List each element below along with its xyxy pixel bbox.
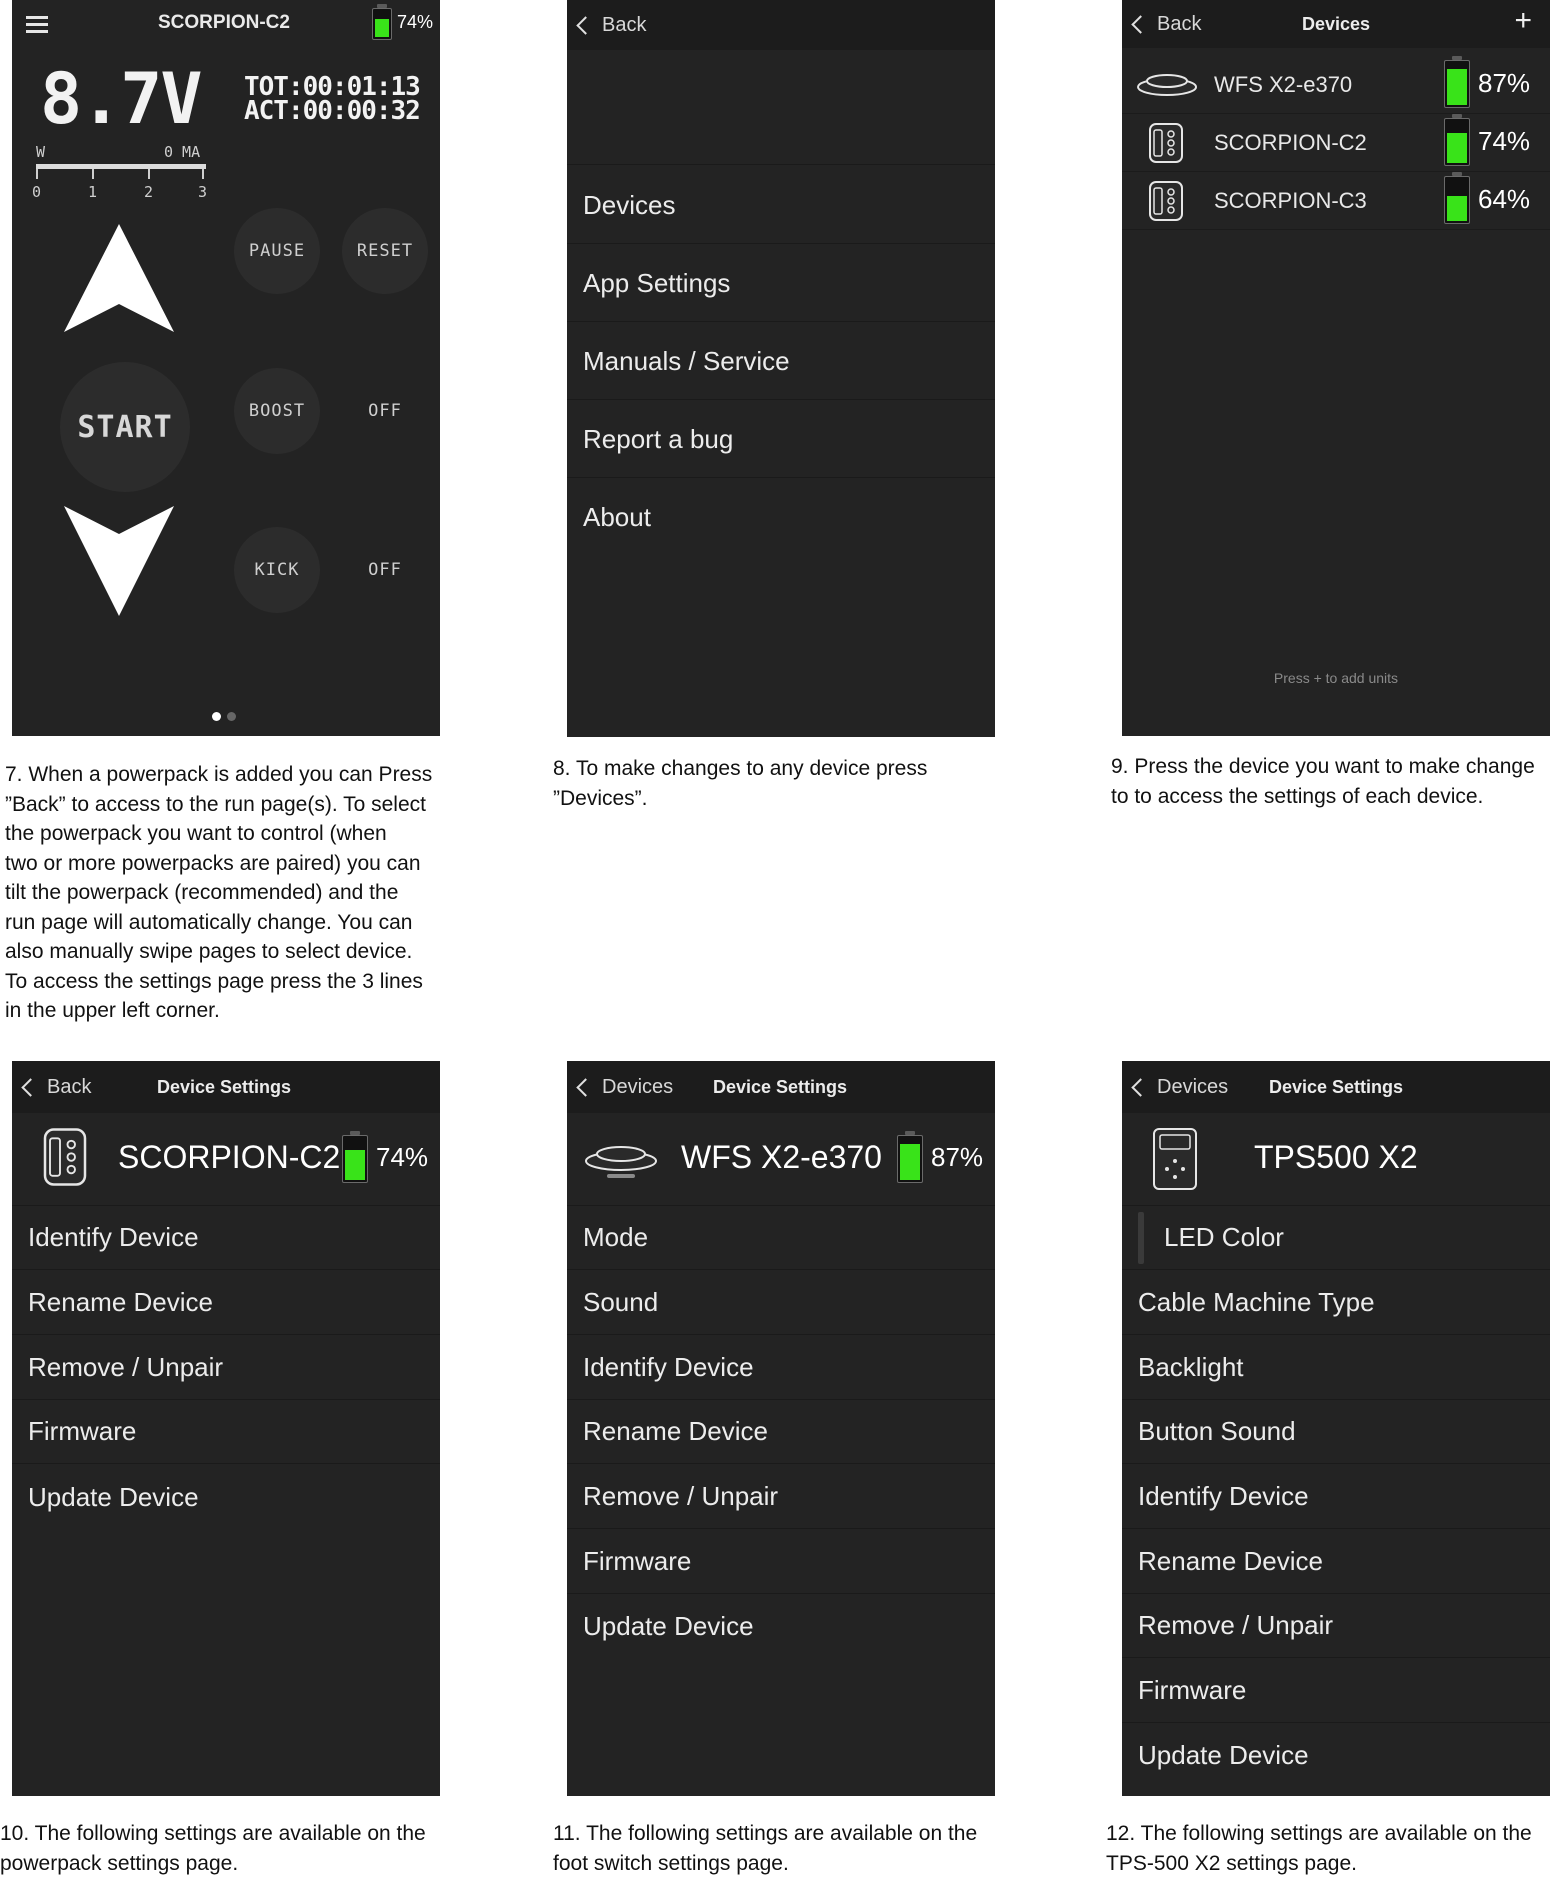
arrow-up-icon[interactable] xyxy=(60,220,178,340)
boost-state: OFF xyxy=(342,368,428,454)
setting-identify-device[interactable] xyxy=(1122,1465,1550,1529)
battery-icon xyxy=(1444,56,1470,108)
setting-label: Button Sound xyxy=(1138,1416,1296,1447)
foot-switch-icon xyxy=(583,1141,659,1179)
caption-step-8 xyxy=(553,754,1003,813)
caption-line: run page will automatically change. You can xyxy=(5,908,455,938)
powerpack-settings-screen xyxy=(12,1061,440,1796)
caption-line: tilt the powerpack (recommended) and the xyxy=(5,878,455,908)
settings-nav-bar xyxy=(1122,1061,1550,1113)
device-row-scorpion-c3[interactable] xyxy=(1122,172,1550,230)
run-page-header xyxy=(12,0,440,50)
page-title: Device Settings xyxy=(713,1061,847,1113)
setting-button-sound[interactable] xyxy=(1122,1400,1550,1464)
back-label: Back xyxy=(602,14,646,37)
page-title: Devices xyxy=(1302,0,1370,48)
page-indicator xyxy=(212,712,242,722)
menu-item-about[interactable] xyxy=(567,479,995,556)
active-time: ACT:00:00:32 xyxy=(244,96,420,126)
menu-item-label: Report a bug xyxy=(583,424,733,455)
hamburger-menu-icon[interactable] xyxy=(26,16,48,32)
back-button[interactable] xyxy=(573,0,646,50)
menu-item-report-bug[interactable] xyxy=(567,401,995,478)
setting-remove-unpair[interactable] xyxy=(12,1336,440,1400)
back-label: Back xyxy=(1157,13,1201,36)
powerpack-icon xyxy=(1146,122,1186,164)
caption-line: 11. The following settings are available on the xyxy=(553,1819,1003,1849)
tps-settings-screen xyxy=(1122,1061,1550,1796)
kick-button[interactable]: KICK xyxy=(234,527,320,613)
tick-label: 1 xyxy=(88,183,97,201)
setting-label: Cable Machine Type xyxy=(1138,1287,1375,1318)
run-page-title: SCORPION-C2 xyxy=(158,12,290,34)
menu-nav-bar xyxy=(567,0,995,50)
battery-percent: 74% xyxy=(376,1142,428,1173)
setting-backlight[interactable] xyxy=(1122,1336,1550,1400)
menu-spacer xyxy=(567,52,995,165)
battery-percent: 87% xyxy=(1478,68,1530,99)
setting-identify-device[interactable] xyxy=(12,1206,440,1270)
setting-cable-machine-type[interactable] xyxy=(1122,1271,1550,1335)
powerpack-icon xyxy=(40,1127,90,1187)
voltage-readout: 8.7V xyxy=(40,58,201,140)
scale-ticks xyxy=(36,169,206,209)
setting-label: Remove / Unpair xyxy=(583,1481,778,1512)
caption-line: also manually swipe pages to select device. xyxy=(5,937,455,967)
setting-label: Identify Device xyxy=(1138,1481,1309,1512)
devices-screen xyxy=(1122,0,1550,736)
setting-label: Update Device xyxy=(1138,1740,1309,1771)
caption-line: 8. To make changes to any device press xyxy=(553,754,1003,784)
scale-left-label: W xyxy=(36,143,45,161)
setting-label: Firmware xyxy=(583,1546,691,1577)
setting-remove-unpair[interactable] xyxy=(1122,1594,1550,1658)
setting-label: Mode xyxy=(583,1222,648,1253)
foot-switch-icon xyxy=(1136,70,1198,98)
chevron-left-icon xyxy=(576,1078,594,1096)
battery-percent: 87% xyxy=(931,1142,983,1173)
start-button[interactable]: START xyxy=(60,362,190,492)
settings-nav-bar xyxy=(567,1061,995,1113)
back-label: Devices xyxy=(602,1076,673,1099)
menu-item-label: Manuals / Service xyxy=(583,346,790,377)
setting-label: Firmware xyxy=(28,1416,136,1447)
setting-update-device[interactable] xyxy=(1122,1723,1550,1787)
menu-item-manuals-service[interactable] xyxy=(567,323,995,400)
setting-label: Identify Device xyxy=(28,1222,199,1253)
total-time: TOT:00:01:13 xyxy=(244,72,420,102)
setting-label: Firmware xyxy=(1138,1675,1246,1706)
caption-line: 10. The following settings are available on the xyxy=(0,1819,460,1849)
menu-item-label: App Settings xyxy=(583,268,730,299)
add-units-hint: Press + to add units xyxy=(1122,670,1550,686)
settings-nav-bar xyxy=(12,1061,440,1113)
battery-icon xyxy=(1444,172,1470,224)
setting-sound[interactable] xyxy=(567,1271,995,1335)
setting-remove-unpair[interactable] xyxy=(567,1465,995,1529)
device-name: SCORPION-C2 xyxy=(118,1139,340,1176)
setting-mode[interactable] xyxy=(567,1206,995,1270)
setting-label: LED Color xyxy=(1164,1222,1284,1253)
chevron-left-icon xyxy=(576,16,594,34)
back-button[interactable] xyxy=(1128,0,1201,48)
menu-item-label: About xyxy=(583,502,651,533)
setting-label: Remove / Unpair xyxy=(1138,1610,1333,1641)
setting-firmware[interactable] xyxy=(12,1400,440,1464)
caption-step-9 xyxy=(1111,752,1551,811)
caption-line: 12. The following settings are available on the xyxy=(1106,1819,1552,1849)
back-button[interactable] xyxy=(1128,1061,1228,1113)
battery-icon xyxy=(1444,114,1470,166)
page-title: Device Settings xyxy=(1269,1061,1403,1113)
caption-line: powerpack settings page. xyxy=(0,1849,460,1878)
setting-label: Identify Device xyxy=(583,1352,754,1383)
setting-update-device[interactable] xyxy=(12,1465,440,1529)
device-header xyxy=(12,1113,440,1206)
caption-line: To access the settings page press the 3 lines xyxy=(5,967,455,997)
tick-label: 0 xyxy=(32,183,41,201)
battery-percent: 74% xyxy=(397,12,433,33)
page-title: Device Settings xyxy=(157,1061,291,1113)
setting-label: Rename Device xyxy=(28,1287,213,1318)
battery-percent: 64% xyxy=(1478,184,1530,215)
caption-line: ”Back” to access to the run page(s). To select xyxy=(5,790,455,820)
back-label: Devices xyxy=(1157,1076,1228,1099)
tick-label: 2 xyxy=(144,183,153,201)
setting-rename-device[interactable] xyxy=(12,1271,440,1335)
tick-label: 3 xyxy=(198,183,207,201)
devices-nav-bar xyxy=(1122,0,1550,48)
setting-label: Rename Device xyxy=(1138,1546,1323,1577)
setting-led-color[interactable] xyxy=(1122,1206,1550,1270)
device-name: TPS500 X2 xyxy=(1254,1139,1418,1176)
caption-line: foot switch settings page. xyxy=(553,1849,1003,1878)
battery-icon xyxy=(372,4,392,40)
caption-line: two or more powerpacks are paired) you can xyxy=(5,849,455,879)
tps-remote-icon xyxy=(1148,1125,1202,1193)
arrow-down-icon[interactable] xyxy=(60,500,178,620)
chevron-left-icon xyxy=(1131,15,1149,33)
menu-item-label: Devices xyxy=(583,190,675,221)
back-label: Back xyxy=(47,1076,91,1099)
setting-label: Backlight xyxy=(1138,1352,1244,1383)
battery-icon xyxy=(342,1131,368,1183)
kick-state: OFF xyxy=(342,527,428,613)
caption-line: ”Devices”. xyxy=(553,784,1003,814)
setting-firmware[interactable] xyxy=(1122,1659,1550,1723)
caption-step-11 xyxy=(553,1819,1003,1878)
boost-button[interactable]: BOOST xyxy=(234,368,320,454)
setting-label: Update Device xyxy=(28,1482,199,1513)
pause-button[interactable]: PAUSE xyxy=(234,208,320,294)
menu-item-app-settings[interactable] xyxy=(567,245,995,322)
caption-line: 7. When a powerpack is added you can Press xyxy=(5,760,455,790)
caption-line: TPS-500 X2 settings page. xyxy=(1106,1849,1552,1878)
setting-label: Remove / Unpair xyxy=(28,1352,223,1383)
battery-percent: 74% xyxy=(1478,126,1530,157)
setting-firmware[interactable] xyxy=(567,1530,995,1594)
setting-label: Sound xyxy=(583,1287,658,1318)
led-color-indicator xyxy=(1138,1212,1144,1264)
caption-line: 9. Press the device you want to make change xyxy=(1111,752,1551,782)
setting-rename-device[interactable] xyxy=(567,1400,995,1464)
powerpack-icon xyxy=(1146,180,1186,222)
setting-identify-device[interactable] xyxy=(567,1336,995,1400)
reset-button[interactable]: RESET xyxy=(342,208,428,294)
caption-step-12 xyxy=(1106,1819,1552,1878)
setting-label: Rename Device xyxy=(583,1416,768,1447)
device-name: SCORPION-C3 xyxy=(1214,172,1367,229)
caption-step-10 xyxy=(0,1819,460,1878)
device-name: SCORPION-C2 xyxy=(1214,114,1367,171)
battery-icon xyxy=(897,1131,923,1183)
back-button[interactable] xyxy=(18,1061,91,1113)
footswitch-settings-screen xyxy=(567,1061,995,1796)
scale-right-label: 0 MA xyxy=(164,143,200,161)
device-row-wfs[interactable] xyxy=(1122,56,1550,114)
setting-label: Update Device xyxy=(583,1611,754,1642)
device-name: WFS X2-e370 xyxy=(681,1139,882,1176)
caption-line: the powerpack you want to control (when xyxy=(5,819,455,849)
back-button[interactable] xyxy=(573,1061,673,1113)
device-header xyxy=(567,1113,995,1206)
caption-line: to to access the settings of each device. xyxy=(1111,782,1551,812)
chevron-left-icon xyxy=(21,1078,39,1096)
caption-line: in the upper left corner. xyxy=(5,996,455,1026)
menu-screen xyxy=(567,0,995,737)
setting-rename-device[interactable] xyxy=(1122,1530,1550,1594)
device-row-scorpion-c2[interactable] xyxy=(1122,114,1550,172)
menu-item-devices[interactable] xyxy=(567,167,995,244)
device-name: WFS X2-e370 xyxy=(1214,56,1352,113)
run-page-screen xyxy=(12,0,440,736)
setting-update-device[interactable] xyxy=(567,1594,995,1658)
add-device-button[interactable]: + xyxy=(1514,4,1532,38)
device-header xyxy=(1122,1113,1550,1206)
chevron-left-icon xyxy=(1131,1078,1149,1096)
caption-step-7 xyxy=(5,760,455,1026)
